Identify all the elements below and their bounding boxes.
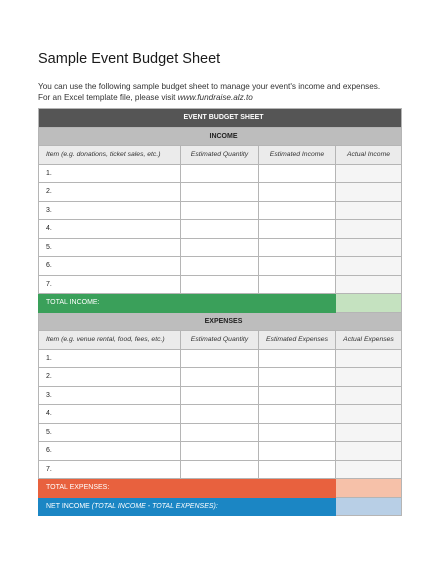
intro-line-2	[38, 92, 380, 103]
table-title-row	[39, 109, 402, 128]
expenses-est-qty-cell[interactable]	[181, 386, 259, 405]
expenses-est-qty-cell[interactable]	[181, 349, 259, 368]
income-header-est-income: Estimated Income	[259, 146, 336, 165]
page-title: Sample Event Budget Sheet	[38, 51, 221, 67]
income-est-amount-cell[interactable]	[259, 238, 336, 257]
expenses-item-cell[interactable]: 4.	[39, 405, 181, 424]
income-item-cell[interactable]: 5.	[39, 238, 181, 257]
template-link[interactable]: www.fundraise.alz.to	[177, 93, 253, 102]
expenses-header-est-expenses: Estimated Expenses	[259, 331, 336, 350]
total-income-label: TOTAL INCOME:	[39, 294, 336, 313]
income-header-item: Item (e.g. donations, ticket sales, etc.)	[39, 146, 181, 165]
income-section-row	[39, 127, 402, 146]
net-income-label-cell	[39, 497, 336, 516]
income-est-amount-cell[interactable]	[259, 201, 336, 220]
net-income-row	[39, 497, 402, 516]
income-actual-amount-cell[interactable]	[336, 238, 402, 257]
intro-line-1: You can use the following sample budget sheet to manage your event's income and expenses.	[38, 82, 381, 91]
income-item-cell[interactable]: 7.	[39, 275, 181, 294]
income-header-row	[39, 146, 402, 165]
income-item-cell[interactable]: 6.	[39, 257, 181, 276]
net-income-label: NET INCOME	[46, 502, 90, 510]
expenses-est-qty-cell[interactable]	[181, 442, 259, 461]
expenses-actual-amount-cell[interactable]	[336, 368, 402, 387]
income-row	[39, 238, 402, 257]
expenses-est-qty-cell[interactable]	[181, 405, 259, 424]
event-budget-table	[38, 108, 402, 516]
income-actual-amount-cell[interactable]	[336, 183, 402, 202]
income-actual-amount-cell[interactable]	[336, 164, 402, 183]
expenses-item-cell[interactable]: 5.	[39, 423, 181, 442]
income-est-amount-cell[interactable]	[259, 275, 336, 294]
expenses-actual-amount-cell[interactable]	[336, 386, 402, 405]
income-item-cell[interactable]: 4.	[39, 220, 181, 239]
expenses-header-actual-expenses: Actual Expenses	[336, 331, 402, 350]
income-header-actual-income: Actual Income	[336, 146, 402, 165]
income-header-est-qty: Estimated Quantity	[181, 146, 259, 165]
expenses-est-amount-cell[interactable]	[259, 349, 336, 368]
expenses-row	[39, 405, 402, 424]
expenses-actual-amount-cell[interactable]	[336, 460, 402, 479]
expenses-row	[39, 460, 402, 479]
total-expenses-label: TOTAL EXPENSES:	[39, 479, 336, 498]
expenses-header-item: Item (e.g. venue rental, food, fees, etc.)	[39, 331, 181, 350]
expenses-actual-amount-cell[interactable]	[336, 405, 402, 424]
income-est-qty-cell[interactable]	[181, 201, 259, 220]
expenses-est-qty-cell[interactable]	[181, 368, 259, 387]
expenses-est-amount-cell[interactable]	[259, 386, 336, 405]
expenses-row	[39, 423, 402, 442]
expenses-header-row	[39, 331, 402, 350]
total-expenses-value-cell[interactable]	[336, 479, 402, 498]
income-item-cell[interactable]: 2.	[39, 183, 181, 202]
expenses-row	[39, 368, 402, 387]
expenses-est-amount-cell[interactable]	[259, 423, 336, 442]
income-actual-amount-cell[interactable]	[336, 220, 402, 239]
net-income-formula: (TOTAL INCOME - TOTAL EXPENSES):	[91, 502, 218, 510]
expenses-item-cell[interactable]: 2.	[39, 368, 181, 387]
expenses-est-amount-cell[interactable]	[259, 405, 336, 424]
income-row	[39, 220, 402, 239]
total-expenses-row	[39, 479, 402, 498]
expenses-est-qty-cell[interactable]	[181, 423, 259, 442]
income-section-label: INCOME	[39, 127, 402, 146]
intro-text	[38, 81, 380, 103]
income-actual-amount-cell[interactable]	[336, 275, 402, 294]
income-row	[39, 257, 402, 276]
expenses-section-row	[39, 312, 402, 331]
expenses-actual-amount-cell[interactable]	[336, 349, 402, 368]
income-item-cell[interactable]: 3.	[39, 201, 181, 220]
income-row	[39, 164, 402, 183]
expenses-est-amount-cell[interactable]	[259, 442, 336, 461]
expenses-item-cell[interactable]: 1.	[39, 349, 181, 368]
expenses-row	[39, 442, 402, 461]
income-row	[39, 275, 402, 294]
income-item-cell[interactable]: 1.	[39, 164, 181, 183]
net-income-value-cell[interactable]	[336, 497, 402, 516]
expenses-item-cell[interactable]: 3.	[39, 386, 181, 405]
expenses-est-amount-cell[interactable]	[259, 368, 336, 387]
expenses-row	[39, 349, 402, 368]
income-est-amount-cell[interactable]	[259, 220, 336, 239]
income-est-amount-cell[interactable]	[259, 183, 336, 202]
income-est-qty-cell[interactable]	[181, 220, 259, 239]
expenses-est-qty-cell[interactable]	[181, 460, 259, 479]
income-est-qty-cell[interactable]	[181, 164, 259, 183]
income-est-qty-cell[interactable]	[181, 275, 259, 294]
income-row	[39, 201, 402, 220]
expenses-item-cell[interactable]: 6.	[39, 442, 181, 461]
income-est-amount-cell[interactable]	[259, 164, 336, 183]
total-income-value-cell[interactable]	[336, 294, 402, 313]
intro-line-2-prefix: For an Excel template file, please visit	[38, 93, 178, 102]
expenses-row	[39, 386, 402, 405]
income-est-qty-cell[interactable]	[181, 238, 259, 257]
expenses-header-est-qty: Estimated Quantity	[181, 331, 259, 350]
expenses-actual-amount-cell[interactable]	[336, 442, 402, 461]
table-title: EVENT BUDGET SHEET	[39, 109, 402, 128]
income-row	[39, 183, 402, 202]
income-est-qty-cell[interactable]	[181, 183, 259, 202]
income-est-amount-cell[interactable]	[259, 257, 336, 276]
expenses-actual-amount-cell[interactable]	[336, 423, 402, 442]
income-actual-amount-cell[interactable]	[336, 257, 402, 276]
expenses-item-cell[interactable]: 7.	[39, 460, 181, 479]
total-income-row	[39, 294, 402, 313]
income-est-qty-cell[interactable]	[181, 257, 259, 276]
expenses-est-amount-cell[interactable]	[259, 460, 336, 479]
expenses-section-label: EXPENSES	[39, 312, 402, 331]
income-actual-amount-cell[interactable]	[336, 201, 402, 220]
